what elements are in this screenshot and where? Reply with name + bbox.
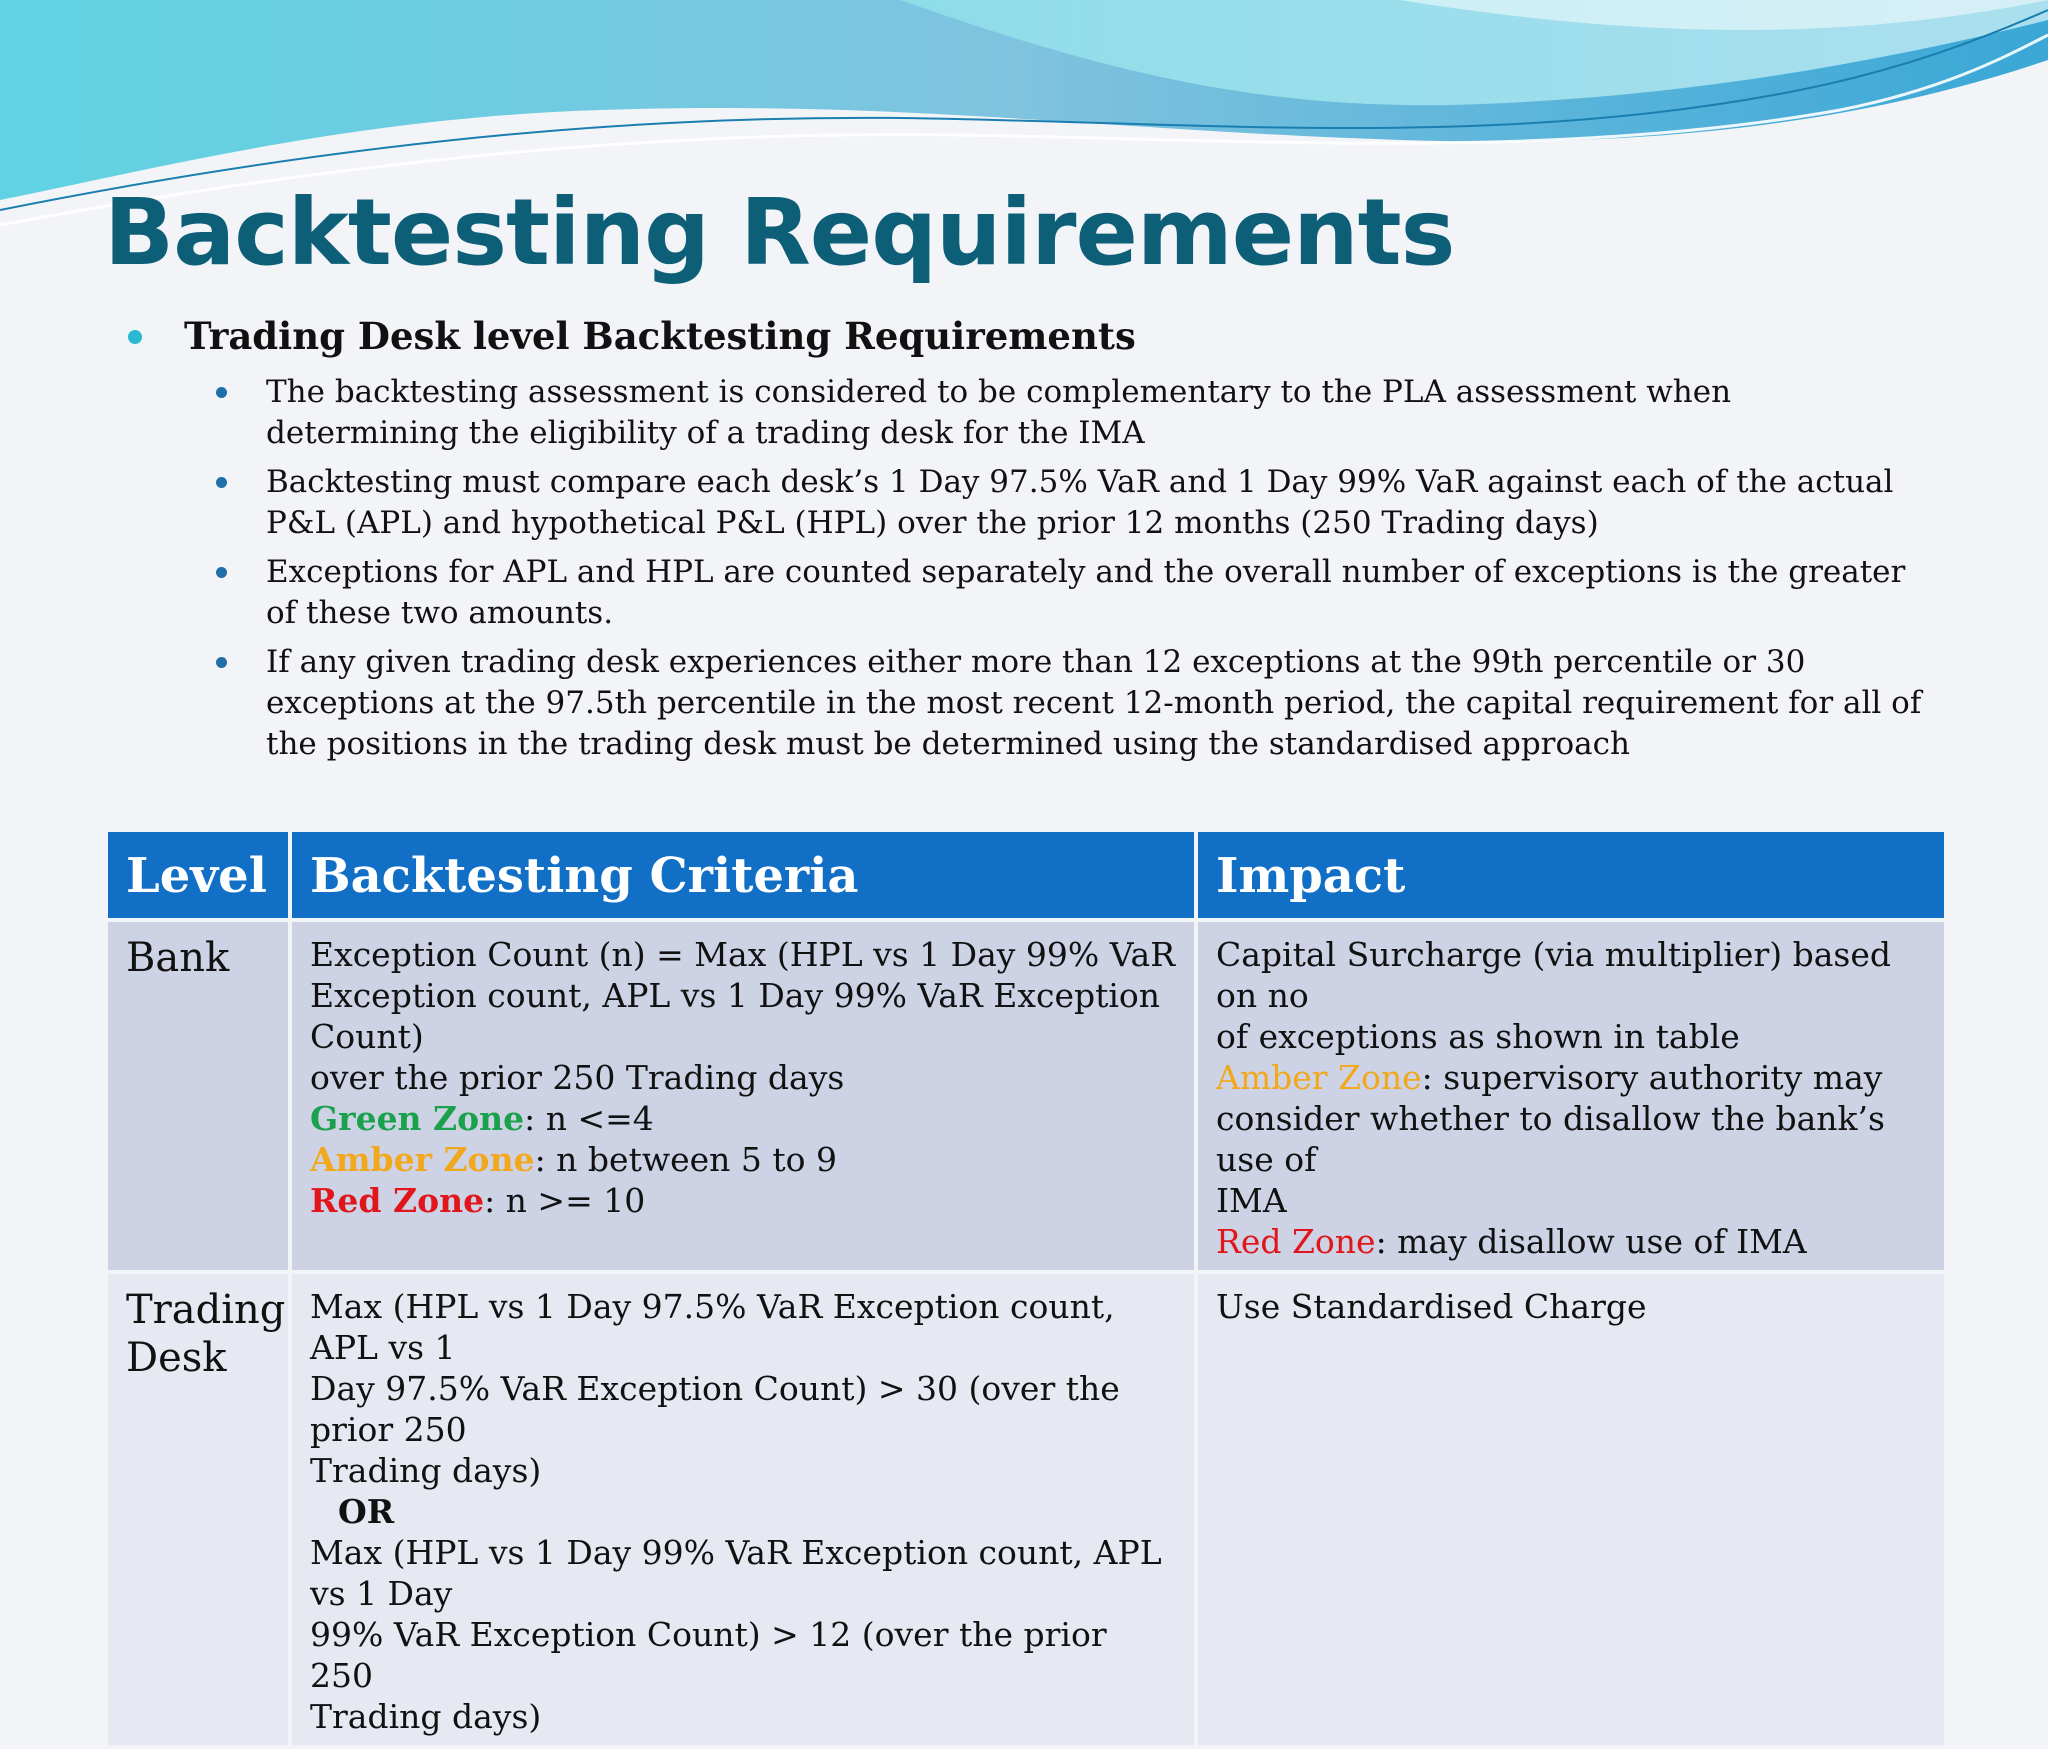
criteria-line: Max (HPL vs 1 Day 97.5% VaR Exception count, APL vs 1 (310, 1287, 1115, 1367)
sub-bullet (266, 552, 1926, 634)
level-line: Desk (126, 1335, 227, 1381)
green-zone-label: Green Zone (310, 1099, 525, 1138)
criteria-cell (290, 1272, 1196, 1747)
impact-cell: Use Standardised Charge (1196, 1272, 1946, 1747)
impact-red-text: : may disallow use of IMA (1375, 1222, 1807, 1261)
bullet-dot-icon (216, 387, 227, 398)
sub-bullet-text: If any given trading desk experiences either more than 12 exceptions at the 99th percentile or 30 exceptions at the 97.5th percentile in the most recent 12-month period, the capital requirement for all of the positions in the trading desk must be determined using the standardised approach (266, 644, 1922, 762)
header-impact: Impact (1196, 830, 1946, 920)
table-row-trading-desk (106, 1272, 1946, 1747)
sub-bullet (266, 462, 1926, 544)
green-zone-rule: : n <=4 (524, 1099, 654, 1138)
header-level: Level (106, 830, 290, 920)
bullet-dot-icon (216, 657, 227, 668)
criteria-line: 99% VaR Exception Count) > 12 (over the prior 250 (310, 1615, 1107, 1695)
amber-zone-label: Amber Zone (310, 1140, 535, 1179)
impact-line: consider whether to disallow the bank’s use of (1216, 1099, 1885, 1179)
criteria-line: Max (HPL vs 1 Day 99% VaR Exception count, APL vs 1 Day (310, 1533, 1162, 1613)
criteria-line: Exception Count (n) = Max (HPL vs 1 Day 99% VaR (310, 935, 1176, 974)
criteria-line: Day 97.5% VaR Exception Count) > 30 (over the prior 250 (310, 1369, 1120, 1449)
criteria-line: Trading days) (310, 1451, 542, 1490)
impact-amber-text: : supervisory authority may (1421, 1058, 1883, 1097)
criteria-line: Exception count, APL vs 1 Day 99% VaR Exception Count) (310, 976, 1161, 1056)
bullet-dot-icon (216, 567, 227, 578)
header-criteria: Backtesting Criteria (290, 830, 1196, 920)
main-bullet-heading: Trading Desk level Backtesting Requirements (184, 314, 1136, 358)
impact-amber-label: Amber Zone (1216, 1058, 1422, 1097)
slide-title: Backtesting Requirements (104, 179, 1455, 286)
level-cell: Bank (106, 920, 290, 1272)
impact-red-label: Red Zone (1216, 1222, 1376, 1261)
sub-bullet-text: Backtesting must compare each desk’s 1 Day 97.5% VaR and 1 Day 99% VaR against each of the actual P&L (APL) and hypothetical P&L (HPL) over the prior 12 months (250 Trading days) (266, 464, 1894, 541)
bullet-dot-icon (216, 477, 227, 488)
impact-line: of exceptions as shown in table (1216, 1017, 1740, 1056)
red-zone-label: Red Zone (310, 1181, 485, 1220)
impact-line: IMA (1216, 1181, 1287, 1220)
level-line: Trading (126, 1287, 286, 1333)
sub-bullet (266, 642, 1926, 765)
table-header-row (106, 830, 1946, 920)
criteria-line: Trading days) (310, 1697, 542, 1736)
criteria-cell (290, 920, 1196, 1272)
amber-zone-line (310, 1139, 1176, 1180)
impact-cell (1196, 920, 1946, 1272)
red-zone-line (310, 1180, 1176, 1221)
impact-line: Capital Surcharge (via multiplier) based on no (1216, 935, 1891, 1015)
red-zone-rule: : n >= 10 (484, 1181, 646, 1220)
impact-amber-line (1216, 1057, 1926, 1098)
impact-red-line (1216, 1221, 1926, 1262)
criteria-line: over the prior 250 Trading days (310, 1058, 845, 1097)
or-separator: OR (338, 1492, 395, 1531)
bullet-dot-icon (128, 330, 142, 344)
sub-bullet-text: Exceptions for APL and HPL are counted separately and the overall number of exceptions is the greater of these two amounts. (266, 554, 1906, 631)
green-zone-line (310, 1098, 1176, 1139)
amber-zone-rule: : n between 5 to 9 (534, 1140, 837, 1179)
level-cell (106, 1272, 290, 1747)
sub-bullet (266, 372, 1926, 454)
table-row-bank (106, 920, 1946, 1272)
backtesting-table (104, 828, 1948, 1749)
sub-bullet-text: The backtesting assessment is considered to be complementary to the PLA assessment when determining the eligibility of a trading desk for the IMA (266, 374, 1732, 451)
